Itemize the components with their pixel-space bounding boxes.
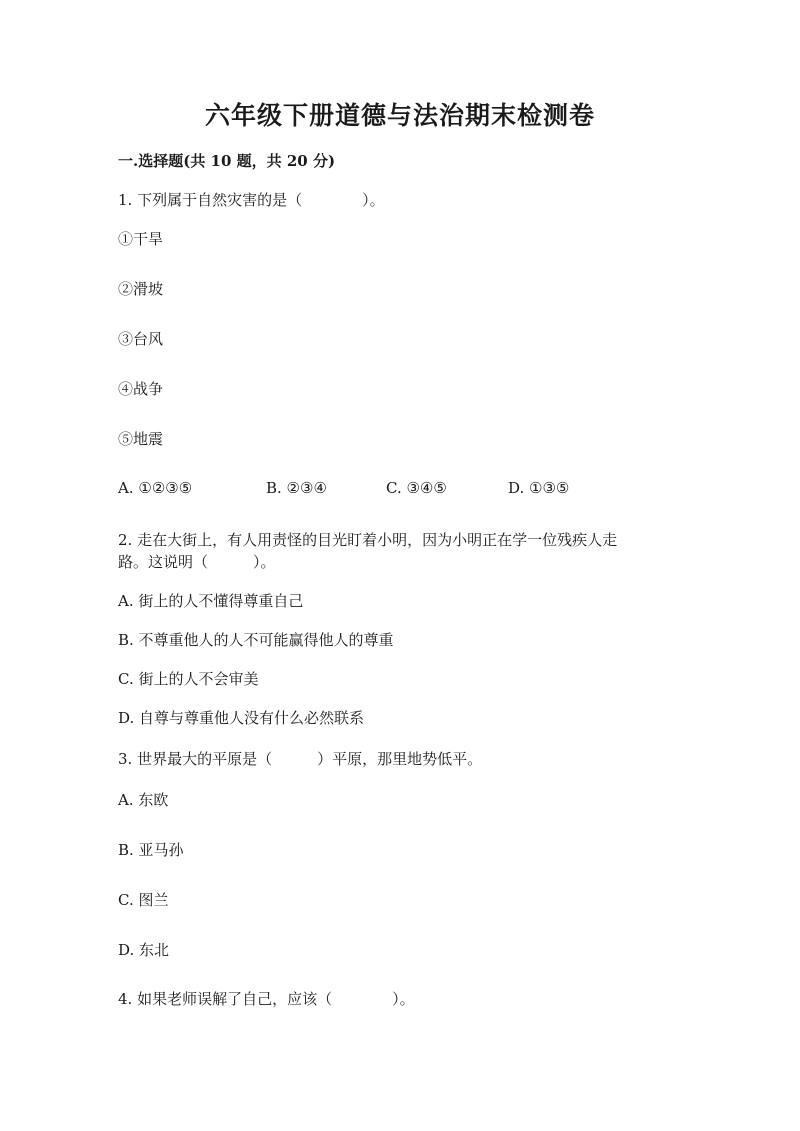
question-1-item-3: ③台风 [118,330,164,348]
question-4-stem: 4. 如果老师误解了自己，应该（ ）。 [118,990,415,1008]
question-3-option-d: D. 东北 [118,941,170,959]
question-1-item-1: ①干旱 [118,230,164,248]
page-title: 六年级下册道德与法治期末检测卷 [204,101,595,130]
question-1-stem: 1. 下列属于自然灾害的是（ ）。 [118,191,385,209]
question-3-stem: 3. 世界最大的平原是（ ）平原，那里地势低平。 [118,750,483,768]
question-3-option-b: B. 亚马孙 [118,841,184,859]
question-1-option-a: A. ①②③⑤ [118,479,193,497]
question-1-item-2: ②滑坡 [118,280,164,298]
question-2-option-a: A. 街上的人不懂得尊重自己 [118,592,304,610]
question-3-option-a: A. 东欧 [118,791,169,809]
question-1-option-b: B. ②③④ [266,479,327,497]
section-heading: 一.选择题(共 10 题，共 20 分) [118,152,336,170]
question-1-item-5: ⑤地震 [118,430,164,448]
question-1-item-4: ④战争 [118,380,164,398]
question-1-option-c: C. ③④⑤ [386,479,447,497]
question-2-option-d: D. 自尊与尊重他人没有什么必然联系 [118,709,365,727]
question-2-stem-line-1: 2. 走在大街上，有人用责怪的目光盯着小明，因为小明正在学一位残疾人走 [118,531,618,549]
question-2-option-c: C. 街上的人不会审美 [118,670,259,688]
question-3-option-c: C. 图兰 [118,891,169,909]
question-2-option-b: B. 不尊重他人的人不可能赢得他人的尊重 [118,631,394,649]
question-1-option-d: D. ①③⑤ [508,479,570,497]
question-2-stem-line-2: 路。这说明（ ）。 [118,553,276,571]
